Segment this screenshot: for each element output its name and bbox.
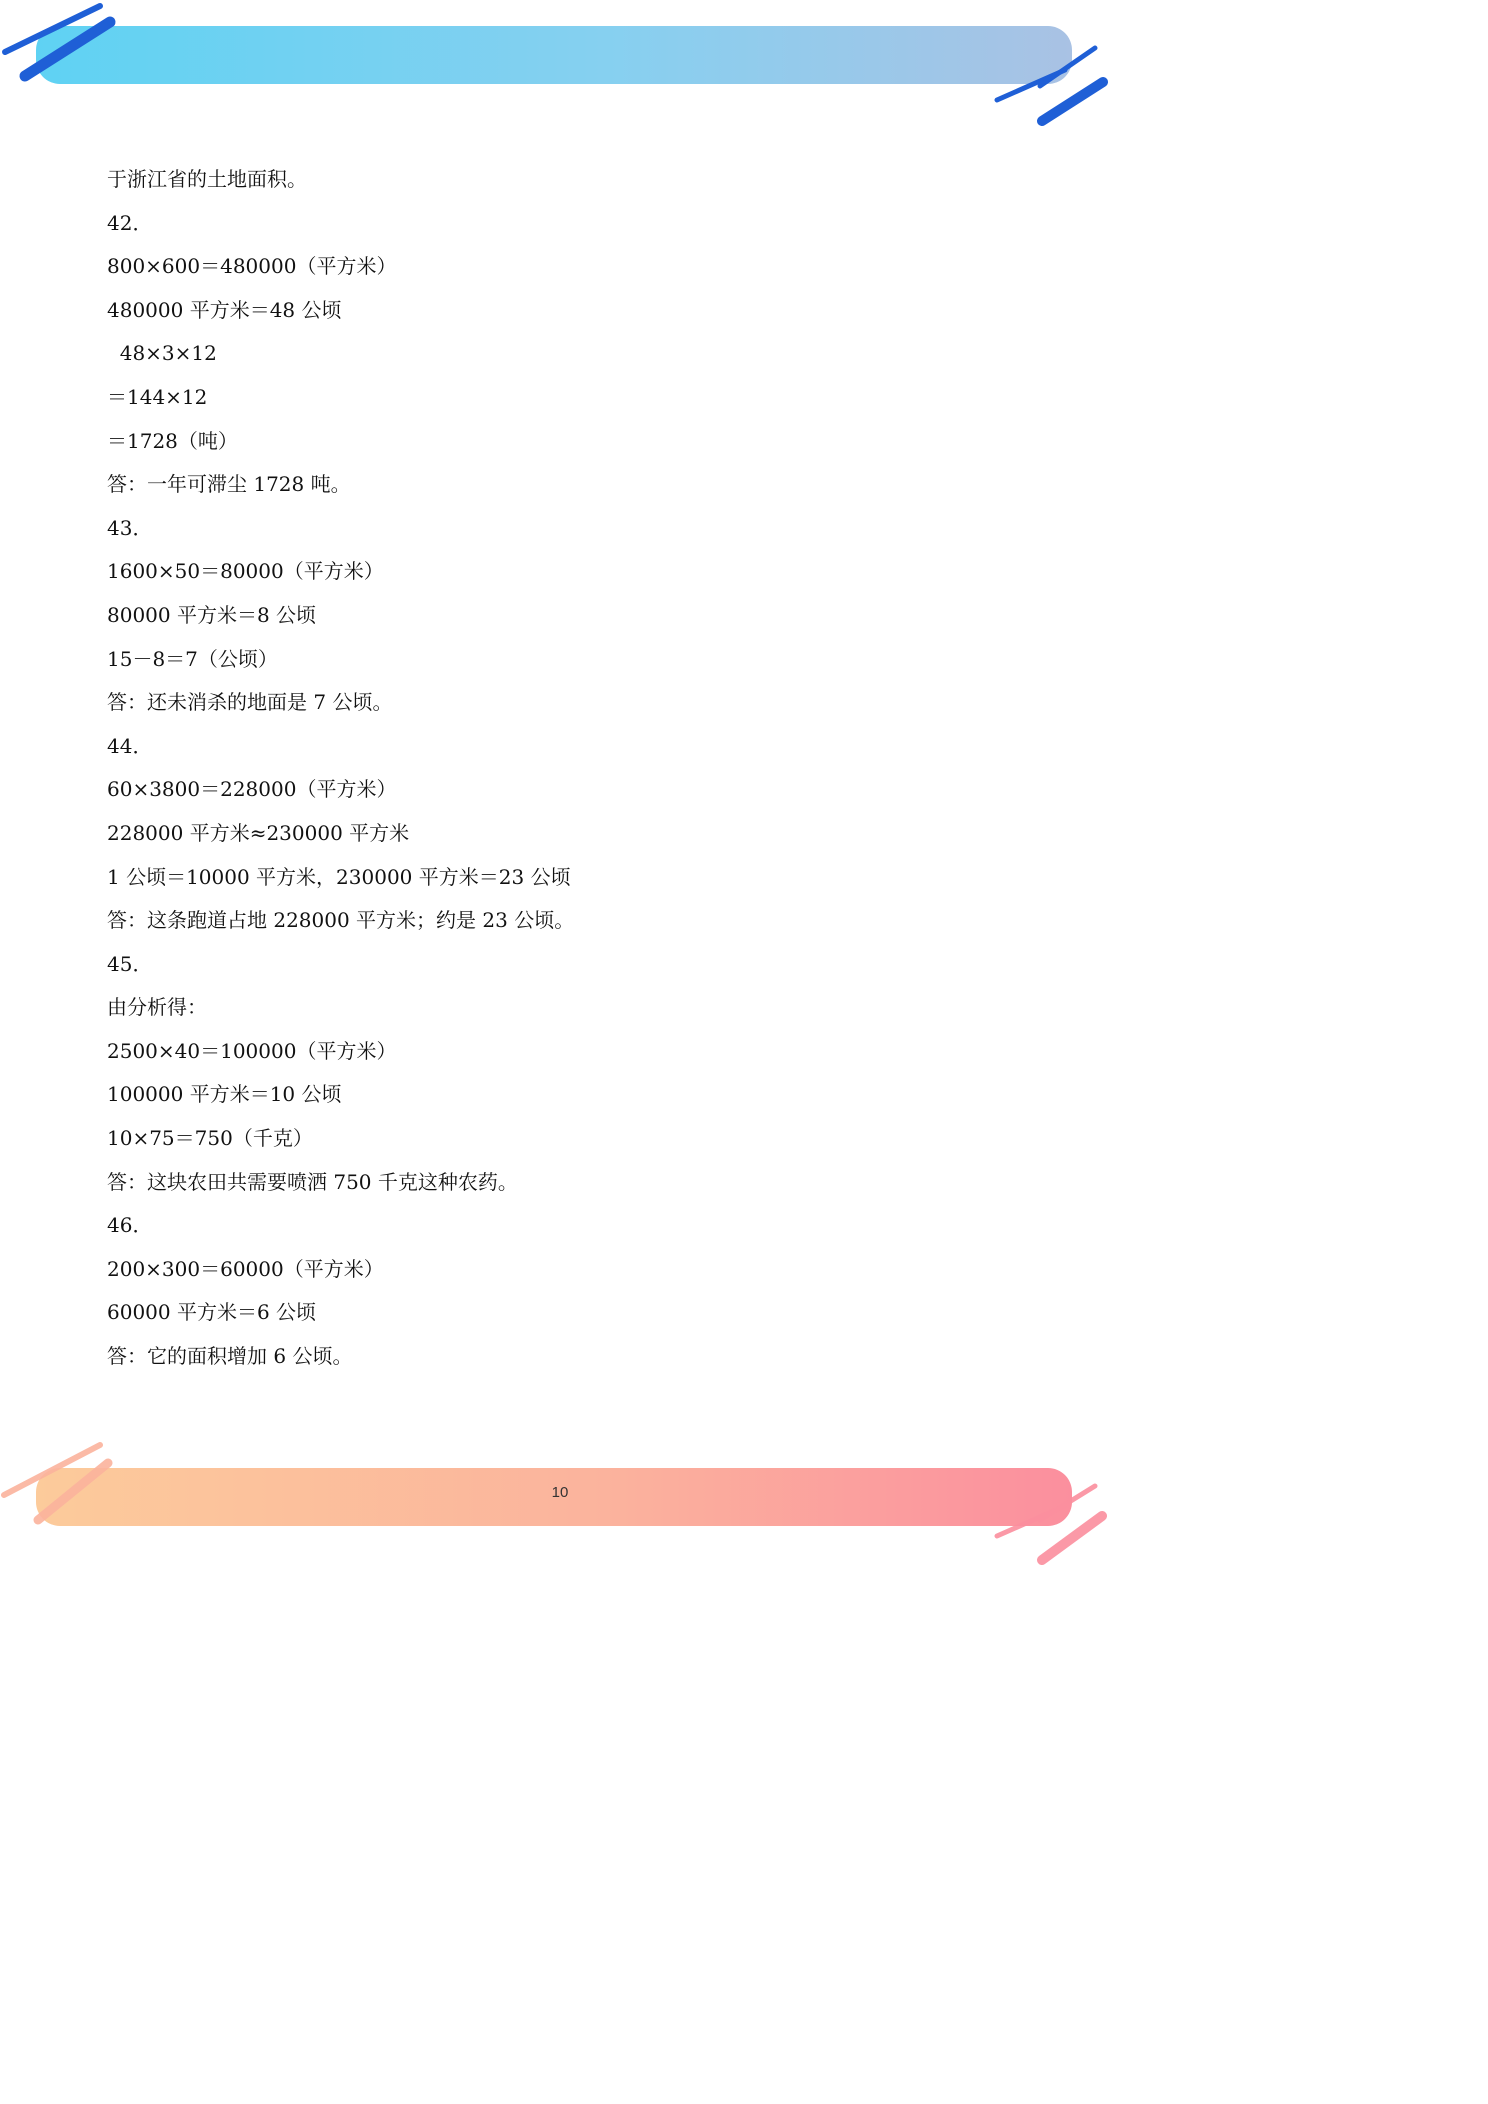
text-line: 60000 平方米＝6 公顷 (107, 1300, 317, 1325)
text-line: 480000 平方米＝48 公顷 (107, 297, 342, 322)
text-line: 228000 平方米≈230000 平方米 (107, 820, 410, 845)
answer-line: 答：一年可滞尘 1728 吨。 (107, 472, 351, 497)
text-line: 48×3×12 (107, 341, 217, 366)
answer-line: 答：它的面积增加 6 公顷。 (107, 1344, 353, 1369)
text-line: 于浙江省的土地面积。 (107, 167, 307, 191)
question-number: 44． (107, 733, 153, 758)
text-line: 60×3800＝228000（平方米） (107, 777, 397, 802)
answer-line: 答：这块农田共需要喷洒 750 千克这种农药。 (107, 1169, 518, 1194)
question-number: 46． (107, 1213, 153, 1238)
page-number: 10 (551, 1484, 569, 1501)
answer-line: 答：还未消杀的地面是 7 公顷。 (107, 690, 393, 715)
text-line: ＝1728（吨） (107, 428, 238, 453)
question-number: 42． (107, 210, 153, 235)
text-line: 1 公顷＝10000 平方米，230000 平方米＝23 公顷 (107, 864, 571, 889)
text-line: ＝144×12 (107, 384, 208, 409)
text-line: 10×75＝750（千克） (107, 1126, 313, 1151)
text-line: 2500×40＝100000（平方米） (107, 1038, 397, 1063)
answer-content (107, 158, 1007, 1379)
text-line: 15－8＝7（公顷） (107, 646, 278, 671)
question-number: 45． (107, 951, 153, 976)
text-line: 800×600＝480000（平方米） (107, 254, 397, 279)
text-line: 200×300＝60000（平方米） (107, 1256, 384, 1281)
header-banner (36, 26, 1072, 84)
question-number: 43． (107, 515, 153, 540)
text-line: 100000 平方米＝10 公顷 (107, 1082, 342, 1107)
answer-line: 答：这条跑道占地 228000 平方米；约是 23 公顷。 (107, 908, 575, 933)
text-line: 1600×50＝80000（平方米） (107, 559, 384, 584)
text-line: 由分析得： (107, 995, 207, 1020)
text-line: 80000 平方米＝8 公顷 (107, 602, 317, 627)
